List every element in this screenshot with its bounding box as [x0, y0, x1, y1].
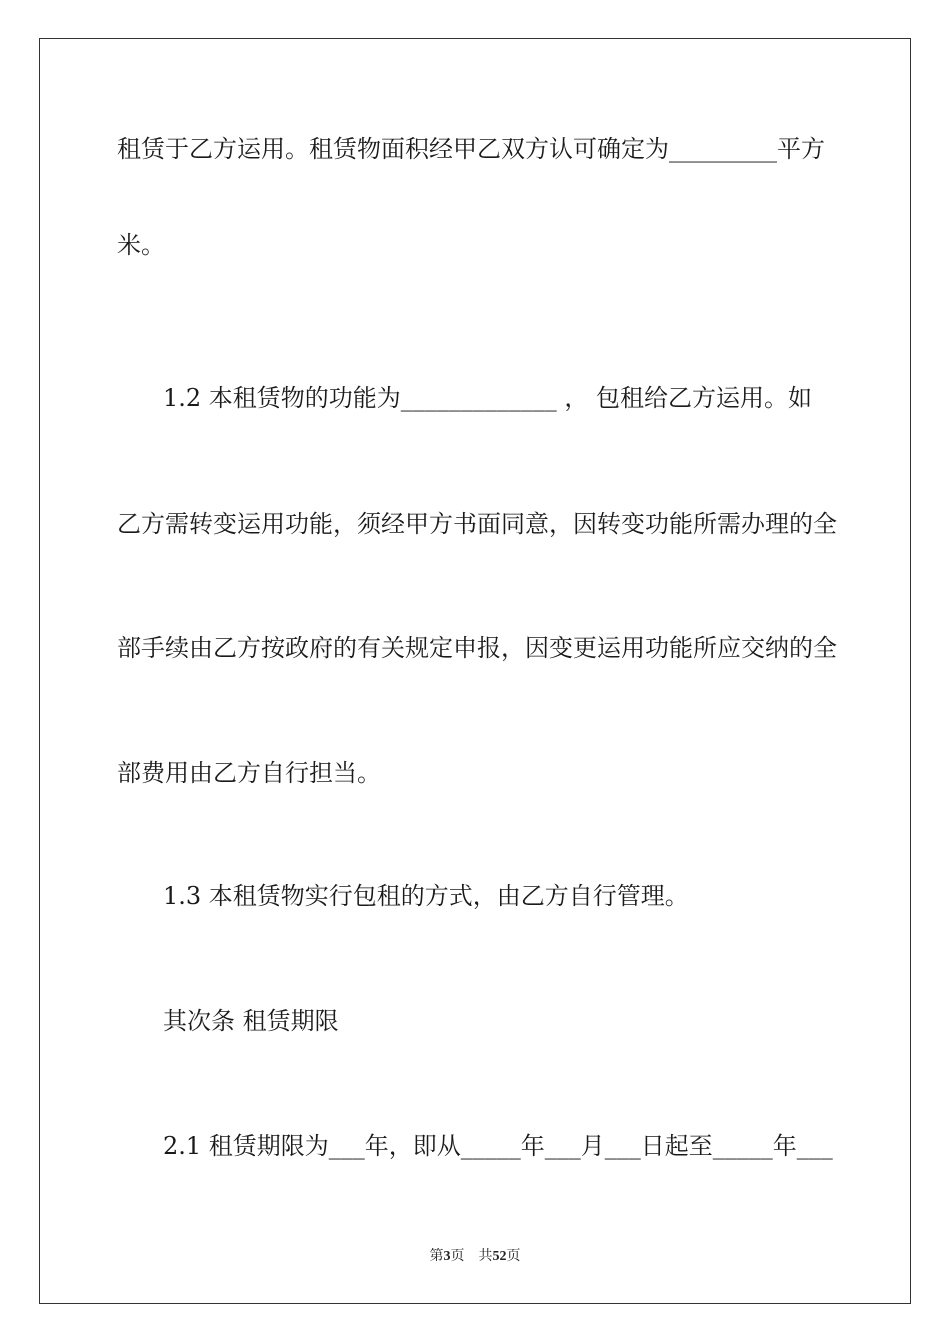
body-line-1: 租赁于乙方运用。租赁物面积经甲乙双方认可确定为_________平方: [117, 135, 825, 163]
footer-total-prefix: 共: [478, 1249, 493, 1264]
clause-1-3: 1.3 本租赁物实行包租的方式，由乙方自行管理。: [163, 882, 689, 910]
clause-1-2-line-4: 部费用由乙方自行担当。: [117, 759, 381, 787]
clause-2-1-line-1: 2.1 租赁期限为___年，即从_____年___月___日起至_____年___: [163, 1132, 833, 1160]
footer-page-number: 3: [443, 1249, 451, 1264]
page-border: [39, 38, 911, 1304]
body-line-2: 米。: [117, 231, 165, 259]
clause-1-2-line-1: 1.2 本租赁物的功能为_____________ ， 包租给乙方运用。如: [163, 384, 813, 412]
footer-page-prefix: 第: [429, 1249, 444, 1264]
footer-page-suffix: 页: [450, 1249, 465, 1264]
clause-1-2-line-2: 乙方需转变运用功能，须经甲方书面同意，因转变功能所需办理的全: [117, 510, 837, 538]
footer-total-suffix: 页: [506, 1249, 521, 1264]
section-heading-lease-term: 其次条 租赁期限: [163, 1007, 339, 1035]
page-footer: [0, 1247, 950, 1267]
clause-1-2-line-3: 部手续由乙方按政府的有关规定申报，因变更运用功能所应交纳的全: [117, 634, 837, 662]
footer-total-pages: 52: [492, 1249, 507, 1264]
